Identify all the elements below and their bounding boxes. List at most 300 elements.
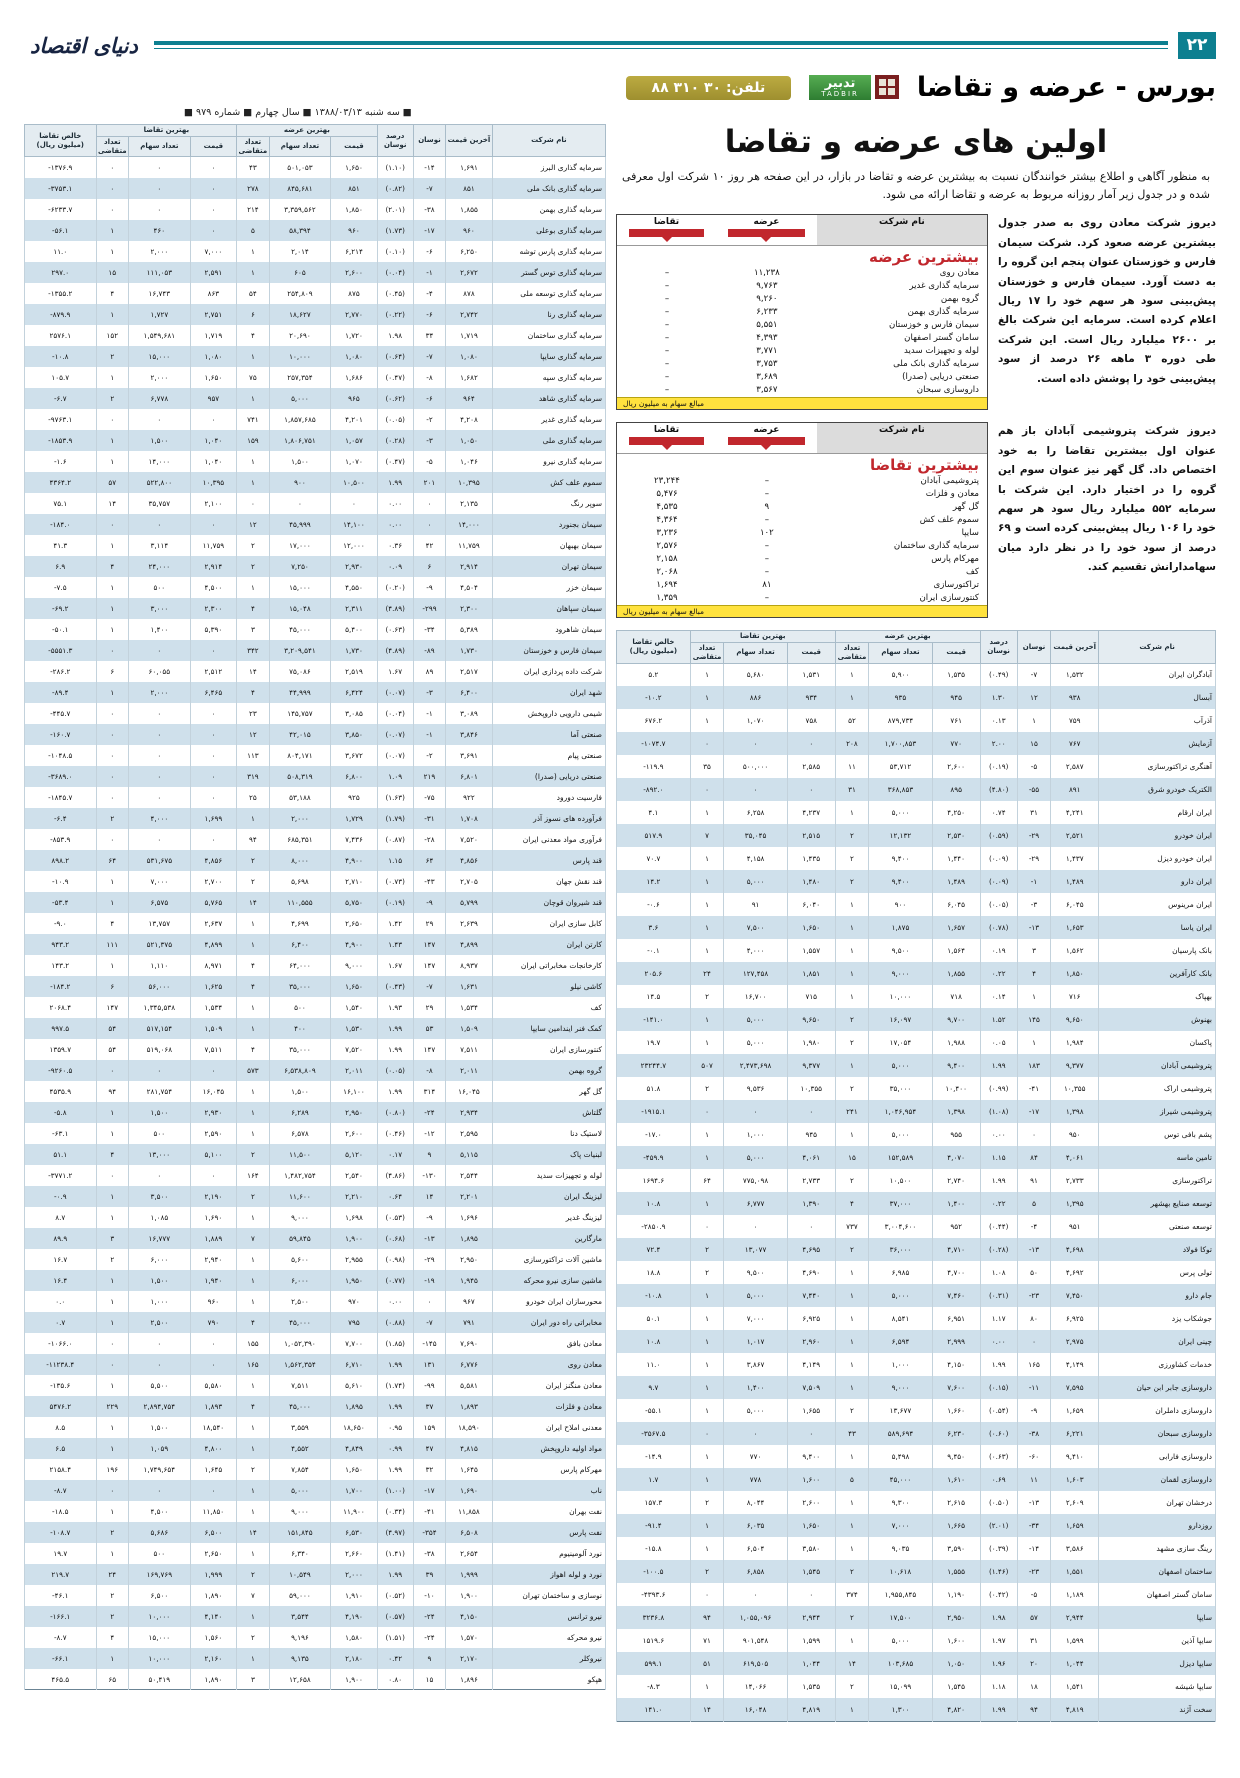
value-cell: ۱۴ <box>237 1522 270 1543</box>
value-cell: ۲,۹۵۰ <box>932 1606 980 1629</box>
value-cell: ۱ <box>690 893 724 916</box>
value-cell: ۱,۹۸۴ <box>1051 1031 1099 1054</box>
value-cell: ۲۵۷۶.۱ <box>25 325 97 346</box>
value-cell: ۹,۴۰۰ <box>932 1054 980 1077</box>
value-cell: ۴۶۵.۵ <box>25 1669 97 1690</box>
list-item <box>617 267 987 280</box>
company-name-cell: پتروشیمی شیراز <box>1099 1100 1216 1123</box>
value-cell: ۷ <box>237 1585 270 1606</box>
value-cell: ۹,۴۰۰ <box>787 1445 835 1468</box>
company-name-cell: سایپا <box>1099 1606 1216 1629</box>
value-cell: -۲۹ <box>1017 847 1051 870</box>
value-cell: ۱.۷ <box>617 1468 691 1491</box>
value-cell: ۱ <box>690 1537 724 1560</box>
value-cell: -۴۱ <box>1017 1077 1051 1100</box>
value-cell: (۰.۴۷) <box>377 451 413 472</box>
value-cell: ۱ <box>237 808 270 829</box>
value-cell: -۶ <box>413 304 446 325</box>
supply-commentary: دیروز شرکت معادن روی به صدر جدول بیشترین عرضه صعود کرد. شرکت سیمان فارس و خوزستان عنوان پنجم این گروه را به دست آورد. سیمان فارس و خوزستان پیش‌بینی سود هر سهم خود را ۱۷ ریال اعلام کرده است. سرمایه این شرکت بالغ بر ۲۶۰۰ میلیارد ریال است. این شرکت طی دوره ۳ ماهه ۲۶ درصد از سود پیش‌بینی خود را پوشش داده است. <box>998 217 1217 385</box>
value-cell: ۷۵ <box>237 367 270 388</box>
value-cell: ۱۱.۰ <box>25 241 97 262</box>
value-cell: ۴۵,۰۰۰ <box>269 619 331 640</box>
value-cell: ۵۴ <box>96 1018 129 1039</box>
list-item <box>617 293 987 306</box>
value-cell: ۲,۹۵۰ <box>331 1102 377 1123</box>
value-cell: ۱ <box>835 1491 869 1514</box>
value-cell: -۴ <box>1017 1215 1051 1238</box>
value-cell: ۱ <box>835 1629 869 1652</box>
value-cell: ۶,۲۸۹ <box>269 1102 331 1123</box>
company-name-cell: داروسازی لقمان <box>1099 1468 1216 1491</box>
value-cell: ۰.۲۲ <box>980 962 1017 985</box>
value-cell: ۰ <box>190 514 236 535</box>
value-cell: – <box>764 489 770 500</box>
value-cell: ۲۱۹.۷ <box>25 1564 97 1585</box>
value-cell: ۱ <box>690 686 724 709</box>
value-cell: ۸۷۸ <box>446 283 492 304</box>
value-cell: ۲۱۹ <box>413 766 446 787</box>
value-cell: ۸,۹۳۷ <box>446 955 492 976</box>
value-cell: ۰ <box>129 409 191 430</box>
value-cell: ۴,۳۹۳ <box>756 333 778 344</box>
value-cell: ۲ <box>96 388 129 409</box>
list-item <box>617 488 987 501</box>
value-cell: ۵ <box>835 1468 869 1491</box>
value-cell: -۱۰۴۸.۵ <box>25 745 97 766</box>
company-name-cell: سیمان بهبهان <box>492 535 605 556</box>
value-cell: ۱,۵۹۹ <box>787 1629 835 1652</box>
value-cell: ۱ <box>96 430 129 451</box>
table-row <box>25 1186 606 1207</box>
value-cell: ۱,۴۳۵ <box>787 847 835 870</box>
value-cell: ۹,۴۰۰ <box>869 847 932 870</box>
header-company: نام شرکت <box>492 125 605 157</box>
top-rule <box>154 41 1168 49</box>
value-cell: ۱ <box>96 1123 129 1144</box>
company-name-cell: کنتورسازی ایران <box>919 593 979 604</box>
value-cell: ۱ <box>690 1514 724 1537</box>
value-cell: ۶۱۹,۵۰۵ <box>724 1652 787 1675</box>
value-cell: ۱,۵۵۵ <box>932 1560 980 1583</box>
value-cell: ۱,۰۸۰ <box>331 346 377 367</box>
top-supply-box <box>616 214 988 410</box>
value-cell: -۳۱ <box>413 808 446 829</box>
value-cell: ۱ <box>96 1375 129 1396</box>
value-cell: ۷۶۱ <box>932 709 980 732</box>
value-cell: ۱۵ <box>413 1669 446 1690</box>
value-cell: ۱ <box>237 1606 270 1627</box>
company-name-cell: سرمایه گذاری بهمن <box>907 307 979 318</box>
value-cell: ۵۱.۸ <box>617 1077 691 1100</box>
value-cell: -۰.۱ <box>617 939 691 962</box>
value-cell: ۳۱ <box>835 778 869 801</box>
value-cell: -۲۳ <box>1017 1284 1051 1307</box>
table-row <box>25 997 606 1018</box>
value-cell: ۳۲۳۶.۸ <box>617 1606 691 1629</box>
value-cell: ۱۰,۴۰۰ <box>932 1077 980 1100</box>
value-cell: ۱,۰۰۰ <box>724 1123 787 1146</box>
value-cell: ۷۵.۱ <box>25 493 97 514</box>
value-cell: ۱,۹۴۰ <box>190 1270 236 1291</box>
value-cell: ۱,۵۳۴ <box>190 997 236 1018</box>
value-cell: ۲,۰۰۰ <box>331 1564 377 1585</box>
value-cell: ۴ <box>237 682 270 703</box>
value-cell: ۱۹.۷ <box>25 1543 97 1564</box>
value-cell: ۲,۷۳۳ <box>1051 1169 1099 1192</box>
value-cell: – <box>664 346 670 357</box>
company-name-cell: نفت بهران <box>492 1501 605 1522</box>
company-name-cell: تامین ماسه <box>1099 1146 1216 1169</box>
company-name-cell: داروسازی فارابی <box>1099 1445 1216 1468</box>
value-cell: -۱۹ <box>413 1270 446 1291</box>
value-cell: ۱,۰۷۰ <box>331 451 377 472</box>
value-cell: ۲ <box>835 1031 869 1054</box>
value-cell: ۹,۶۵۰ <box>787 1008 835 1031</box>
value-cell: ۹,۵۰۰ <box>869 939 932 962</box>
value-cell: ۱ <box>237 1438 270 1459</box>
value-cell: -۹ <box>413 892 446 913</box>
value-cell: -۴ <box>413 283 446 304</box>
value-cell: – <box>664 385 670 396</box>
list-item <box>617 592 987 605</box>
value-cell: ۱ <box>96 1270 129 1291</box>
value-cell: (۲.۰۱) <box>980 1514 1017 1537</box>
value-cell: -۱۸۵۳.۹ <box>25 430 97 451</box>
value-cell: (۴.۸۰) <box>980 778 1017 801</box>
company-name-cell: آبادگران ایران <box>1099 663 1216 686</box>
value-cell: ۱ <box>237 997 270 1018</box>
value-cell: ۲,۵۰۰ <box>129 1312 191 1333</box>
value-cell: ۰ <box>787 778 835 801</box>
company-name-cell: سرمایه گذاری غدیر <box>492 409 605 430</box>
header-demand <box>617 423 716 454</box>
value-cell: ۷,۵۱۱ <box>269 1375 331 1396</box>
company-name-cell: سایپا دیزل <box>1099 1652 1216 1675</box>
value-cell: ۱ <box>835 801 869 824</box>
company-name-cell: تراکتورسازی <box>1099 1169 1216 1192</box>
value-cell: ۵,۷۵۰ <box>331 892 377 913</box>
table-row <box>617 1261 1216 1284</box>
value-cell: ۰ <box>129 1165 191 1186</box>
value-cell: ۲ <box>835 824 869 847</box>
value-cell: ۱۴,۱۰۰ <box>331 514 377 535</box>
value-cell: ۲۵ <box>237 787 270 808</box>
value-cell: ۹۴ <box>237 829 270 850</box>
value-cell: ۱۴ <box>835 1652 869 1675</box>
value-cell: (۰.۱۰) <box>377 241 413 262</box>
value-cell: ۱۲ <box>1017 686 1051 709</box>
value-cell: ۲,۶۵۰ <box>331 913 377 934</box>
value-cell: ۵۰۰ <box>129 1123 191 1144</box>
value-cell: ۰ <box>129 199 191 220</box>
value-cell: ۹۶۰ <box>190 1291 236 1312</box>
company-name-cell: سرمایه گذاری بانک ملی <box>492 178 605 199</box>
value-cell: ۰ <box>690 1215 724 1238</box>
value-cell: ۰ <box>190 178 236 199</box>
value-cell: ۱,۵۰۰ <box>129 1102 191 1123</box>
value-cell: ۱ <box>96 619 129 640</box>
company-name-cell: سخت آژند <box>1099 1698 1216 1721</box>
value-cell: ۰ <box>190 199 236 220</box>
value-cell: ۱ <box>237 1417 270 1438</box>
value-cell: ۱,۶۸۲ <box>446 367 492 388</box>
value-cell: ۱,۰۷۰ <box>724 709 787 732</box>
value-cell: ۱۱,۷۵۹ <box>446 535 492 556</box>
table-row <box>25 1375 606 1396</box>
value-cell: ۲,۷۷۰ <box>331 304 377 325</box>
company-name-cell: کف <box>492 997 605 1018</box>
tadbir-logo-en: TADBIR <box>821 89 859 98</box>
table-row <box>25 808 606 829</box>
company-name-cell: سرمایه گذاری غدیر <box>909 281 979 292</box>
table-row <box>617 962 1216 985</box>
value-cell: ۱۰,۳۹۵ <box>190 472 236 493</box>
value-cell: ۵۷ <box>96 472 129 493</box>
value-cell: ۷۹۱ <box>446 1312 492 1333</box>
value-cell: ۲,۳۱۱ <box>331 598 377 619</box>
value-cell: ۱ <box>835 893 869 916</box>
header-last-price: آخرین قیمت <box>1051 631 1099 663</box>
value-cell: -۸۹.۴ <box>25 682 97 703</box>
value-cell: ۱,۵۶۴ <box>932 939 980 962</box>
header-net-demand-line1: خالص تقاضا <box>632 638 675 647</box>
value-cell: (۱.۶۳) <box>377 787 413 808</box>
value-cell: ۱۱,۵۰۰ <box>269 1144 331 1165</box>
value-cell: ۸۷۵ <box>331 283 377 304</box>
value-cell: ۱ <box>690 1031 724 1054</box>
value-cell: ۱۸۳ <box>1017 1054 1051 1077</box>
value-cell: ۱۸,۶۵۰ <box>331 1417 377 1438</box>
ribbon-arrow-icon <box>629 229 704 237</box>
value-cell: ۰ <box>413 1291 446 1312</box>
value-cell: ۱ <box>690 1376 724 1399</box>
value-cell: -۳۴ <box>1017 1514 1051 1537</box>
value-cell: ۱۶,۰۹۷ <box>869 1008 932 1031</box>
value-cell: ۷,۰۰۰ <box>869 1514 932 1537</box>
value-cell: ۷۵۸ <box>787 709 835 732</box>
table-row <box>617 1629 1216 1652</box>
value-cell: ۱۸,۵۹۰ <box>446 1417 492 1438</box>
value-cell: ۲۸۱,۷۵۴ <box>129 1081 191 1102</box>
value-cell: ۰ <box>413 493 446 514</box>
value-cell: -۴۶.۱ <box>25 1585 97 1606</box>
value-cell: ۵,۱۲۰ <box>331 1144 377 1165</box>
value-cell: -۳۶۸۹.۰ <box>25 766 97 787</box>
company-name-cell: آبسال <box>1099 686 1216 709</box>
value-cell: ۲,۶۳۷ <box>190 913 236 934</box>
value-cell: ۱,۷۰۰ <box>331 1480 377 1501</box>
company-name-cell: سرمایه گذاری شاهد <box>492 388 605 409</box>
table-row <box>25 955 606 976</box>
value-cell: ۲ <box>835 1560 869 1583</box>
value-cell: ۴,۱۴۹ <box>1051 1353 1099 1376</box>
value-cell: ۵۱۷.۹ <box>617 824 691 847</box>
value-cell: – <box>764 541 770 552</box>
value-cell: ۱۱,۷۵۹ <box>190 535 236 556</box>
value-cell: ۰ <box>96 157 129 178</box>
value-cell: ۱ <box>237 388 270 409</box>
company-name-cell: معادن روی <box>939 268 979 279</box>
value-cell: ۹۴ <box>1017 1698 1051 1721</box>
list-item <box>617 579 987 592</box>
value-cell: ۱.۴۳ <box>377 934 413 955</box>
value-cell: ۱۰,۶۱۸ <box>869 1560 932 1583</box>
header-buyers: تعداد متقاضی <box>690 643 724 664</box>
value-cell: ۱ <box>237 1375 270 1396</box>
value-cell: ۱ <box>237 1480 270 1501</box>
value-cell: ۱ <box>690 1307 724 1330</box>
value-cell: ۱,۹۸۸ <box>932 1031 980 1054</box>
value-cell: ۷۱۶ <box>1051 985 1099 1008</box>
value-cell: ۴۳۶۴.۲ <box>25 472 97 493</box>
value-cell: ۱,۵۰۹ <box>446 1018 492 1039</box>
value-cell: ۰.۷ <box>25 1312 97 1333</box>
value-cell: ۷۷۰ <box>932 732 980 755</box>
value-cell: (۰.۵۲) <box>377 1585 413 1606</box>
value-cell: ۳۱۹ <box>237 766 270 787</box>
top-demand-rows <box>617 475 987 605</box>
value-cell: ۱,۶۹۶ <box>446 1207 492 1228</box>
table-row <box>617 1100 1216 1123</box>
value-cell: ۹,۵۰۰ <box>724 1261 787 1284</box>
value-cell: ۰ <box>96 703 129 724</box>
value-cell: -۹۲۶۰.۵ <box>25 1060 97 1081</box>
header-best-supply: بهترین عرضه <box>835 631 980 643</box>
value-cell: ۱,۸۹۳ <box>446 1396 492 1417</box>
header-supply-label: عرضه <box>753 425 780 436</box>
value-cell: ۱,۵۸۰ <box>331 1627 377 1648</box>
list-item <box>617 527 987 540</box>
value-cell: ۰ <box>96 745 129 766</box>
header-demand-label: تقاضا <box>653 217 680 228</box>
company-name-cell: نفت پارس <box>492 1522 605 1543</box>
value-cell: ۱,۴۰۰ <box>932 1192 980 1215</box>
value-cell: ۱,۵۳۰ <box>331 1018 377 1039</box>
company-name-cell: توسعه صنایع بهشهر <box>1099 1192 1216 1215</box>
value-cell: -۶۹.۲ <box>25 598 97 619</box>
value-cell: ۷,۴۴۰ <box>787 1284 835 1307</box>
value-cell: ۱۰,۰۰۰ <box>269 346 331 367</box>
value-cell: ۰ <box>787 1583 835 1606</box>
value-cell: -۱۳۵۵.۲ <box>25 283 97 304</box>
table-row <box>617 732 1216 755</box>
value-cell: ۱۰.۸ <box>617 1192 691 1215</box>
value-cell: ۱,۹۰۰ <box>331 1669 377 1690</box>
value-cell: ۵,۶۸۶ <box>129 1522 191 1543</box>
value-cell: ۱,۰۱۷ <box>724 1330 787 1353</box>
value-cell: ۲,۵۷۶ <box>656 541 678 552</box>
value-cell: ۱ <box>237 1648 270 1669</box>
value-cell: ۱۴,۰۶۶ <box>724 1675 787 1698</box>
value-cell: ۱۱.۰ <box>617 1353 691 1376</box>
value-cell: ۲,۱۷۰ <box>446 1648 492 1669</box>
value-cell: ۱,۴۸۹ <box>932 870 980 893</box>
value-cell: ۲۳۲۴۴.۷ <box>617 1054 691 1077</box>
table-row <box>617 916 1216 939</box>
value-cell: ۱۱,۸۵۰ <box>190 1501 236 1522</box>
company-name-cell: جوشکاب یزد <box>1099 1307 1216 1330</box>
value-cell: ۳۲ <box>413 1459 446 1480</box>
company-name-cell: نورد و لوله اهواز <box>492 1564 605 1585</box>
value-cell: ۱۰۳,۶۸۵ <box>869 1652 932 1675</box>
value-cell: ۳ <box>1017 939 1051 962</box>
table-row <box>617 1583 1216 1606</box>
table-row <box>25 619 606 640</box>
company-name-cell: ایران مرینوس <box>1099 893 1216 916</box>
value-cell: ۶۵ <box>96 1669 129 1690</box>
header-price: قیمت <box>190 136 236 157</box>
value-cell: ۱۰,۰۰۰ <box>129 1606 191 1627</box>
value-cell: -۶.۴ <box>25 808 97 829</box>
value-cell: ۱۴۷ <box>413 934 446 955</box>
value-cell: ۱۱,۸۵۸ <box>446 1501 492 1522</box>
value-cell: ۰ <box>96 1354 129 1375</box>
value-cell: ۱,۸۰۶,۷۵۱ <box>269 430 331 451</box>
value-cell: ۶,۵۷۸ <box>269 1123 331 1144</box>
value-cell: -۱۴ <box>413 157 446 178</box>
table-row <box>617 1031 1216 1054</box>
value-cell: ۹۲۲ <box>446 787 492 808</box>
right-stocks-table <box>616 630 1216 1721</box>
value-cell: ۲,۹۳۰ <box>190 1102 236 1123</box>
value-cell: ۹,۳۷۷ <box>1051 1054 1099 1077</box>
value-cell: ۱۲ <box>237 514 270 535</box>
value-cell: -۸.۳ <box>617 1675 691 1698</box>
value-cell: ۱۴۷ <box>96 997 129 1018</box>
value-cell: -۹۷۶۳.۱ <box>25 409 97 430</box>
value-cell: ۶,۳۴۰ <box>269 1543 331 1564</box>
value-cell: ۱۵۲ <box>96 325 129 346</box>
value-cell: (۰.۸۲) <box>377 178 413 199</box>
value-cell: ۳,۵۸۶ <box>1051 1537 1099 1560</box>
value-cell: -۹۹ <box>413 1375 446 1396</box>
value-cell: -۱۰۶۶.۰ <box>25 1333 97 1354</box>
table-row <box>25 1417 606 1438</box>
value-cell: ۰ <box>96 724 129 745</box>
value-cell: -۹.۰ <box>25 913 97 934</box>
value-cell: ۹,۶۵۰ <box>1051 1008 1099 1031</box>
table-row <box>25 1018 606 1039</box>
value-cell: (۱.۴۱) <box>377 1543 413 1564</box>
value-cell: ۴,۳۶۴ <box>656 515 678 526</box>
value-cell: ۱,۱۸۹ <box>1051 1583 1099 1606</box>
value-cell: -۰.۶ <box>617 893 691 916</box>
value-cell: ۱۰,۵۰۰ <box>331 472 377 493</box>
value-cell: ۳.۶ <box>617 916 691 939</box>
value-cell: ۴,۰۶۱ <box>1051 1146 1099 1169</box>
value-cell: ۹۰۰ <box>869 893 932 916</box>
company-name-cell: سیمان شاهرود <box>492 619 605 640</box>
header-best-supply: بهترین عرضه <box>237 125 378 137</box>
value-cell: ۱,۵۳۵ <box>787 1675 835 1698</box>
value-cell: ۵۷ <box>1017 1606 1051 1629</box>
company-name-cell: سامان گستر اصفهان <box>904 333 979 344</box>
value-cell: ۱,۸۵۷,۶۸۵ <box>269 409 331 430</box>
value-cell: -۳۸ <box>1017 1422 1051 1445</box>
value-cell: ۱ <box>835 985 869 1008</box>
value-cell: ۱,۵۵۱ <box>1051 1560 1099 1583</box>
company-name-cell: مواد اولیه داروپخش <box>492 1438 605 1459</box>
table-row <box>25 703 606 724</box>
value-cell: ۸,۰۴۴ <box>724 1491 787 1514</box>
value-cell: ۱۱۱,۰۵۳ <box>129 262 191 283</box>
value-cell: ۶۴ <box>690 1169 724 1192</box>
company-name-cell: صنعتی پیام <box>492 745 605 766</box>
value-cell: ۳,۰۰۰ <box>129 598 191 619</box>
value-cell: ۹۶۴ <box>446 388 492 409</box>
value-cell: -۲۳ <box>1017 1560 1051 1583</box>
value-cell: ۱ <box>835 1698 869 1721</box>
